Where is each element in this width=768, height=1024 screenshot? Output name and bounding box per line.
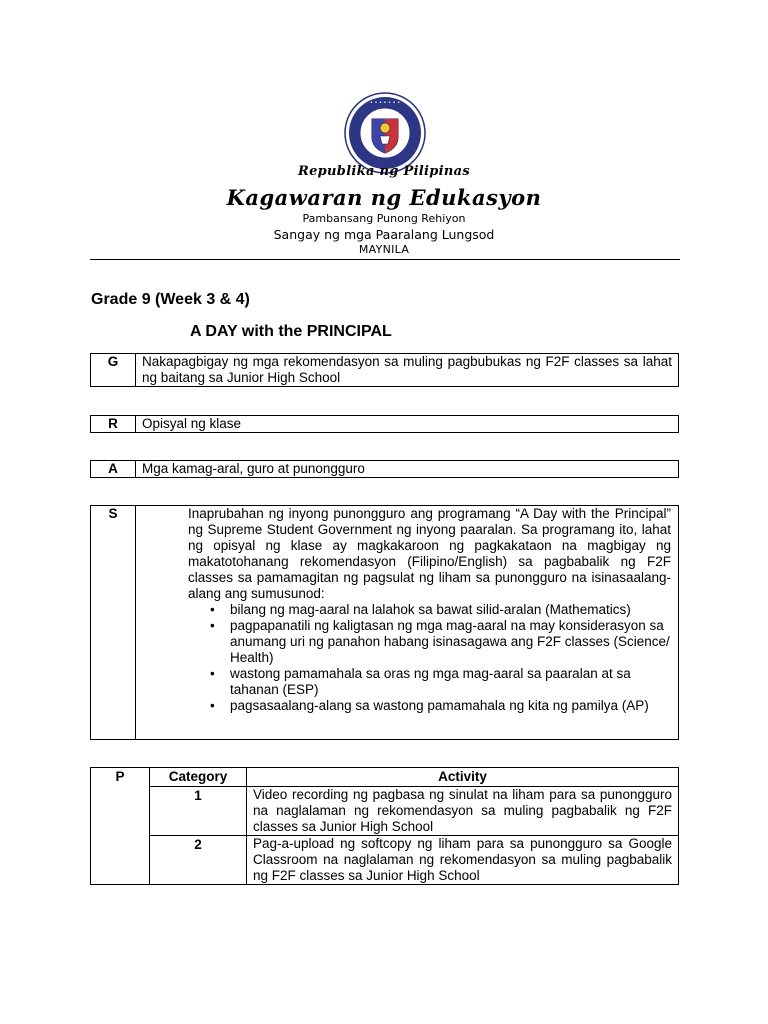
header-kagawaran: Kagawaran ng Edukasyon (226, 185, 542, 210)
category-cell: 1 (150, 787, 247, 836)
situation-table (90, 505, 679, 740)
audience-table (90, 460, 679, 478)
role-text: Opisyal ng klase (136, 416, 679, 433)
svg-text:• • • • • • •: • • • • • • • (369, 100, 401, 106)
table-row (91, 836, 679, 885)
grade-heading: Grade 9 (Week 3 & 4) (91, 291, 250, 308)
audience-text: Mga kamag-aral, guro at punongguro (136, 461, 679, 478)
criteria-list (188, 602, 671, 714)
criteria-item: • wastong pamamahala sa oras ng mga mag-aaral sa paaralan at sa tahanan (ESP) (230, 666, 671, 698)
header-city: MAYNILA (358, 243, 410, 256)
activity-cell: Video recording ng pagbasa ng sinulat na liham para sa punongguro na naglalaman ng rekomendasyon sa muling pagbabalik ng F2F classes sa Junior High School (247, 787, 679, 836)
goal-text: Nakapagbigay ng mga rekomendasyon sa muling pagbubukas ng F2F classes sa lahat ng baitang sa Junior High School (136, 354, 679, 387)
header-division: Sangay ng mga Paaralang Lungsod (273, 227, 495, 242)
deped-seal-icon (344, 92, 426, 174)
activity-cell: Pag-a-upload ng softcopy ng liham para sa punongguro sa Google Classroom na naglalaman ng rekomendasyon sa muling pagbabalik ng F2F classes sa Junior High School (247, 836, 679, 885)
criteria-item: • pagpapanatili ng kaligtasan ng mga mag-aaral na may konsiderasyon sa anumang uri ng panahon habang isinasagawa ang F2F classes (Science/ Health) (230, 618, 671, 666)
role-key: R (91, 416, 136, 433)
product-key: P (91, 768, 150, 885)
product-table (90, 767, 679, 885)
category-header: Category (150, 768, 247, 787)
goal-key: G (91, 354, 136, 387)
criteria-item: • pagsasaalang-alang sa wastong pamamahala ng kita ng pamilya (AP) (230, 698, 671, 714)
goal-table (90, 353, 679, 387)
header-divider (90, 259, 680, 260)
header-region: Pambansang Punong Rehiyon (302, 212, 466, 225)
activity-header: Activity (247, 768, 679, 787)
activity-title: A DAY with the PRINCIPAL (190, 323, 392, 340)
situation-key: S (91, 506, 136, 740)
situation-cell (136, 506, 679, 740)
role-table (90, 415, 679, 433)
table-row (91, 787, 679, 836)
criteria-item: • bilang ng mag-aaral na lalahok sa bawat silid-aralan (Mathematics) (230, 602, 671, 618)
audience-key: A (91, 461, 136, 478)
header-republika: Republika ng Pilipinas (297, 164, 471, 179)
situation-intro: Inaprubahan ng inyong punongguro ang programang “A Day with the Principal” ng Supreme Student Government ng inyong paaralan. Sa programang ito, lahat ng opisyal ng klase ay magkakaroon ng pagkakataon na magbigay ng makatotohanang rekomendasyon (Filipino/English) sa pagbabalik ng F2F classes sa pamamagitan ng pagsulat ng liham sa punongguro na isinasaalang-alang ang sumusunod: (188, 506, 671, 601)
category-cell: 2 (150, 836, 247, 885)
